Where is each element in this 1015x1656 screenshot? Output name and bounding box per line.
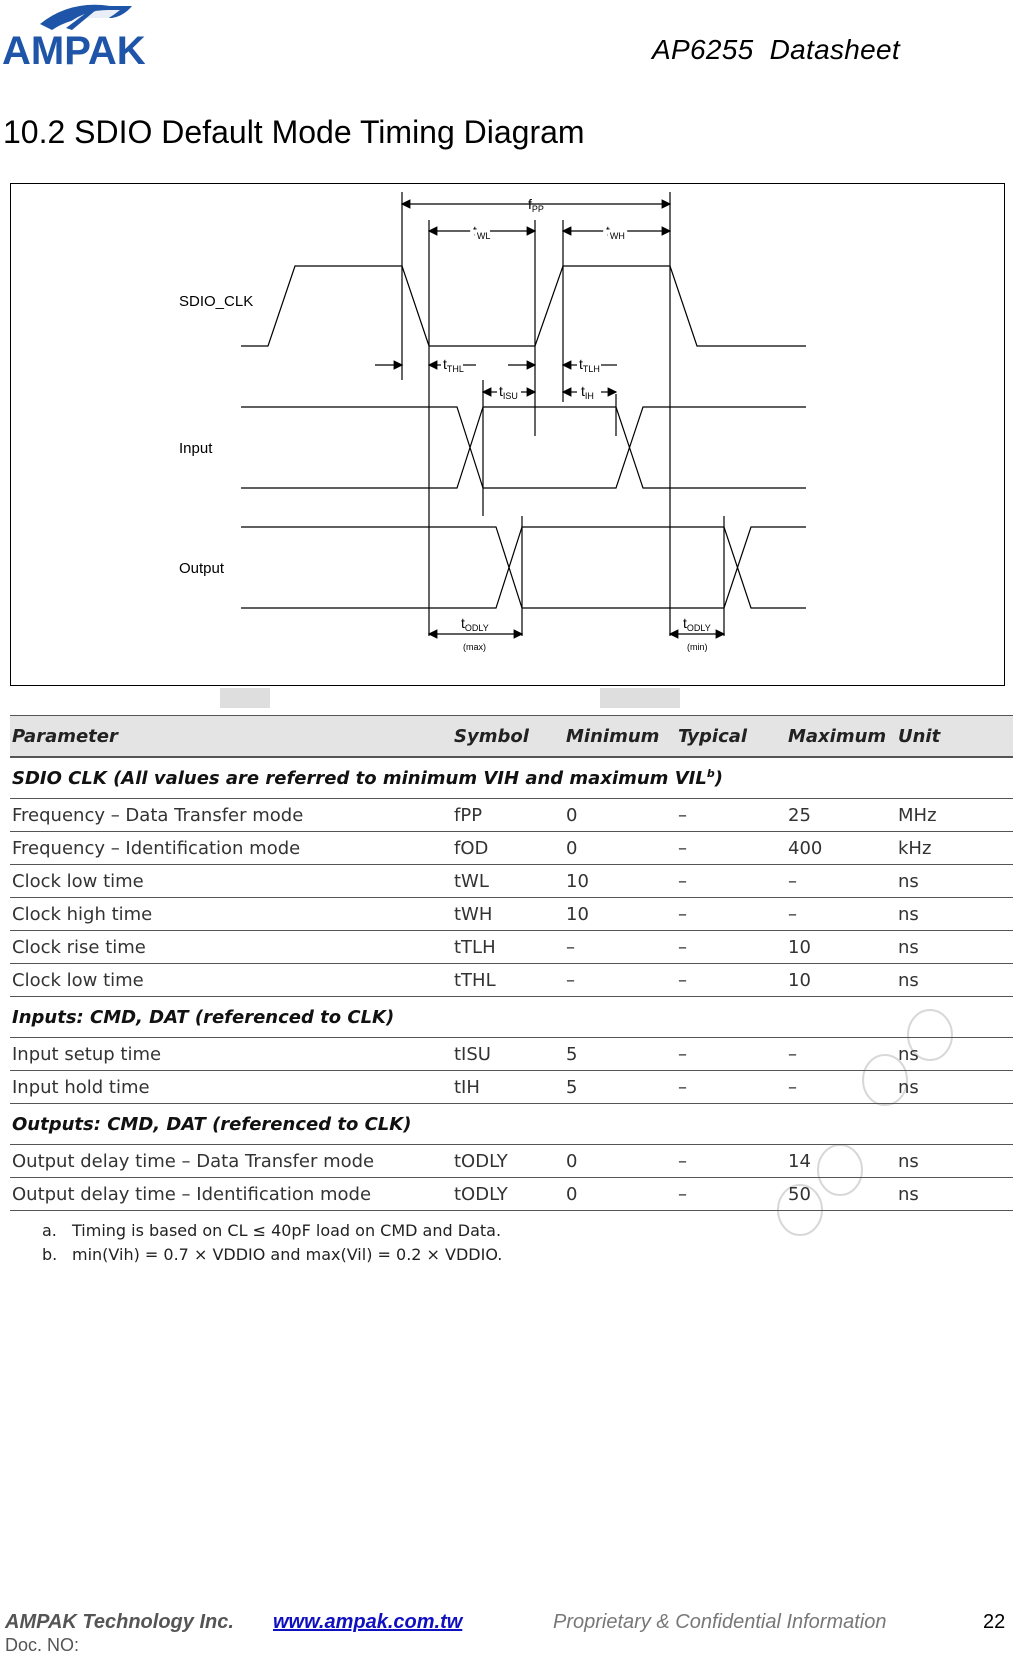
table-row: Frequency – Identification mode fOD 0 – 400 kHz <box>10 832 1013 865</box>
footer-company: AMPAK Technology Inc. <box>5 1611 234 1633</box>
table-row: Input hold time tIH 5 – – ns <box>10 1071 1013 1104</box>
doc-number: Doc. NO: <box>5 1635 80 1655</box>
table-row: Clock rise time tTLH – – 10 ns <box>10 931 1013 964</box>
clk-waveform <box>241 266 806 346</box>
output-waveform-top <box>241 527 806 608</box>
table-header-row <box>10 716 1013 758</box>
header-unit: Unit <box>896 716 1013 758</box>
timing-parameter-table <box>10 715 1013 1211</box>
table-row: Output delay time – Data Transfer mode tODLY 0 – 14 ns <box>10 1145 1013 1178</box>
output-signal-label: Output <box>179 560 225 577</box>
header-typical: Typical <box>676 716 786 758</box>
svg-text:tODLY: $t_{ODLY}$ <box>461 615 489 633</box>
header-maximum: Maximum <box>786 716 896 758</box>
input-signal-label: Input <box>179 440 213 457</box>
table-row: Frequency – Data Transfer mode fPP 0 – 25 MHz <box>10 799 1013 832</box>
group-row-inputs <box>10 997 1013 1038</box>
svg-text:fPP: $f_{PP}$ <box>528 196 544 214</box>
group-row-clk <box>10 757 1013 799</box>
input-waveform-top <box>241 407 806 488</box>
svg-text:(max): (max) <box>463 642 486 652</box>
svg-text:AMPAK: AMPAK <box>2 29 146 72</box>
table-row: Clock high time tWH 10 – – ns <box>10 898 1013 931</box>
clk-signal-label: SDIO_CLK <box>179 293 254 310</box>
svg-text:tWL: $t_{WL}$ <box>473 223 491 241</box>
output-waveform-bottom <box>241 527 806 608</box>
header-minimum: Minimum <box>564 716 676 758</box>
input-waveform-bottom <box>241 407 806 488</box>
note-b: b. min(Vih) = 0.7 × VDDIO and max(Vil) = 0.2 × VDDIO. <box>42 1245 503 1264</box>
timing-diagram <box>10 183 1005 686</box>
header-symbol: Symbol <box>452 716 564 758</box>
svg-text:tWH: $t_{WH}$ <box>606 223 625 241</box>
page-footer <box>5 1611 1010 1641</box>
svg-text:(min): (min) <box>687 642 708 652</box>
page-number: 22 <box>983 1611 1006 1633</box>
svg-text:tISU: $t_{ISU}$ <box>499 383 518 401</box>
table-row: Input setup time tISU 5 – – ns <box>10 1038 1013 1071</box>
section-heading: 10.2 SDIO Default Mode Timing Diagram <box>3 114 585 150</box>
ampak-logo <box>0 0 150 72</box>
group-label-inputs: Inputs: CMD, DAT (referenced to CLK) <box>10 997 1013 1038</box>
group-row-outputs <box>10 1104 1013 1145</box>
svg-text:tIH: $t_{IH}$ <box>581 383 594 401</box>
table-row: Clock low time tWL 10 – – ns <box>10 865 1013 898</box>
document-title: AP6255 Datasheet <box>652 34 900 65</box>
footer-website-link[interactable]: www.ampak.com.tw <box>273 1611 463 1633</box>
group-label-clk: SDIO CLK (All values are referred to minimum VIH and maximum VIL$^b$) <box>10 757 1013 799</box>
group-label-outputs: Outputs: CMD, DAT (referenced to CLK) <box>10 1104 1013 1145</box>
svg-text:tTHL: $t_{THL}$ <box>443 356 464 374</box>
table-row: Clock low time tTHL – – 10 ns <box>10 964 1013 997</box>
table-row: Output delay time – Identification mode tODLY 0 – 50 ns <box>10 1178 1013 1211</box>
table-notes <box>42 1219 502 1267</box>
svg-text:tODLY: $t_{ODLY}$ <box>683 615 711 633</box>
note-a: a. Timing is based on CL ≤ 40pF load on CMD and Data. <box>42 1221 502 1240</box>
header-parameter: Parameter <box>10 716 452 758</box>
svg-text:tTLH: $t_{TLH}$ <box>579 356 600 374</box>
footer-confidential: Proprietary & Confidential Information <box>553 1611 887 1633</box>
